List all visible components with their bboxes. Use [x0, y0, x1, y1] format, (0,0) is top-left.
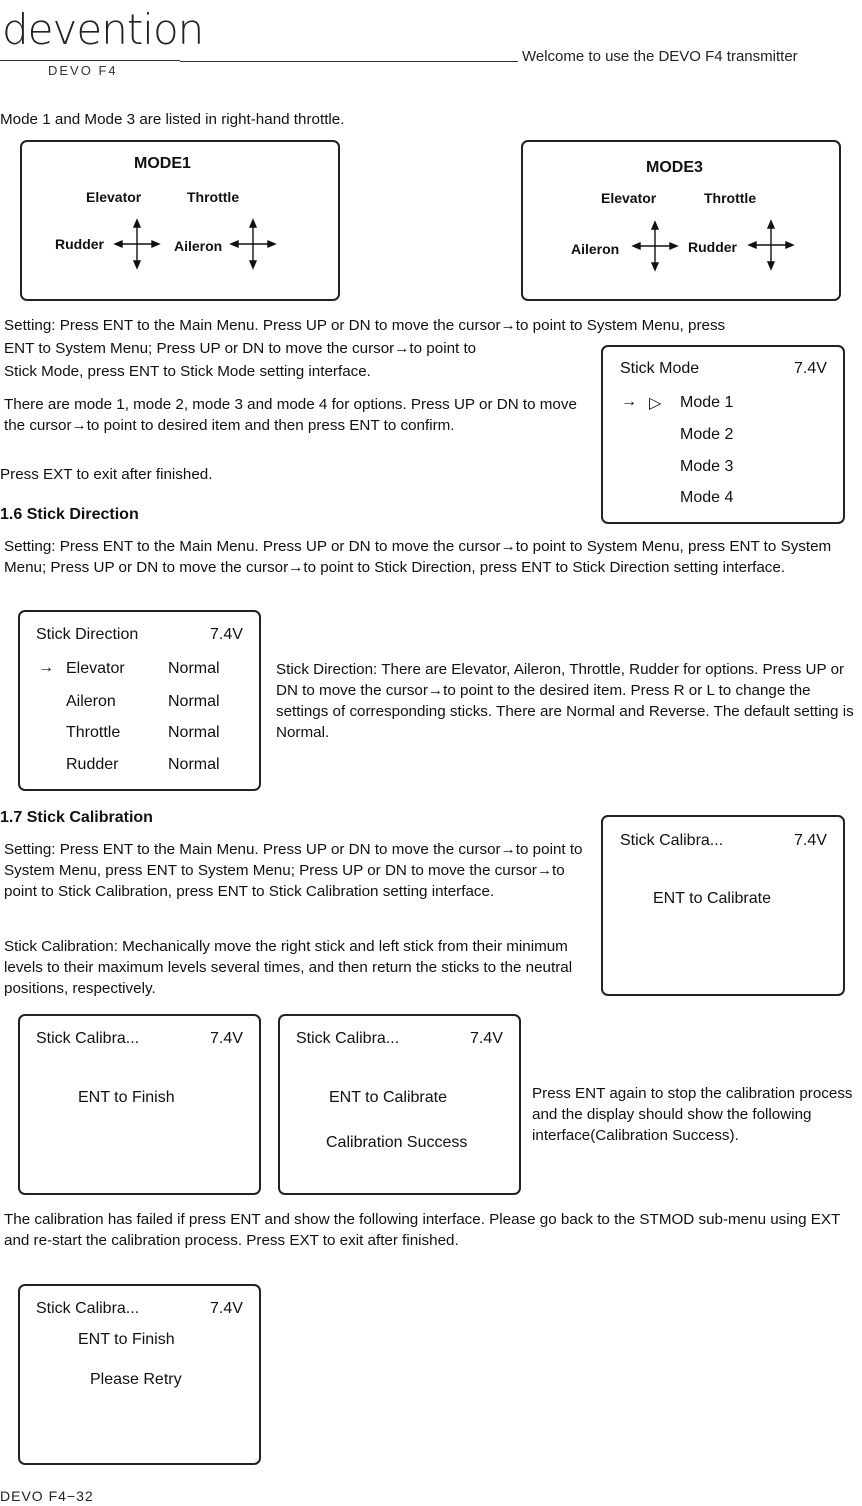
battery-voltage: 7.4V	[470, 1030, 503, 1047]
mode1-diagram	[20, 140, 340, 301]
calibration-success-note: Press ENT again to stop the calibration process and the display should show the following interface(Calibration Success).	[532, 1085, 853, 1144]
screen-title: Stick Calibra...	[620, 832, 724, 849]
battery-voltage: 7.4V	[794, 360, 827, 377]
screen-title: Stick Mode	[620, 360, 700, 377]
stick-calibration-setting-text: Setting: Press ENT to the Main Menu. Press UP or DN to move the cursor→to point to System Menu, press ENT to System Menu; Press UP or DN to move the cursor→to point to Stick Calibration, press ENT to Stick Calibration setting interface.	[4, 841, 583, 900]
mode1-title: MODE1	[134, 155, 191, 172]
calibration-success-screen	[278, 1014, 521, 1195]
cursor-arrow-icon: →	[621, 393, 637, 410]
battery-voltage: 7.4V	[210, 626, 243, 643]
mode1-aileron-label: Aileron	[174, 238, 223, 254]
mode3-aileron-label: Aileron	[571, 241, 620, 257]
direction-item-value: Normal	[168, 756, 220, 773]
left-stick-cross-icon	[115, 220, 159, 268]
calibrate-screen	[601, 815, 845, 996]
direction-item-name: Aileron	[66, 693, 116, 710]
mode1-rudder-label: Rudder	[55, 236, 104, 252]
mode3-rudder-label: Rudder	[688, 239, 737, 255]
stick-mode-screen	[601, 345, 845, 524]
direction-item-name: Rudder	[66, 756, 119, 773]
direction-item-name: Elevator	[66, 660, 125, 677]
section-heading-stick-calibration: 1.7 Stick Calibration	[0, 809, 153, 826]
screen-message: ENT to Finish	[78, 1331, 175, 1348]
left-stick-cross-icon	[633, 222, 677, 270]
mode1-elevator-label: Elevator	[86, 189, 142, 205]
mode-option: Mode 1	[680, 394, 734, 411]
page-footer: DEVO F4−32	[0, 1488, 94, 1504]
brand-logo: devention	[2, 5, 204, 54]
stick-mode-setting-line2: ENT to System Menu; Press UP or DN to move the cursor→to point to	[4, 340, 477, 357]
screen-title: Stick Calibra...	[36, 1300, 140, 1317]
mode3-throttle-label: Throttle	[704, 190, 757, 206]
battery-voltage: 7.4V	[210, 1030, 243, 1047]
calibration-failed-text: The calibration has failed if press ENT and show the following interface. Please go back to the STMOD sub-menu using EXT and re-start the calibration process. Press EXT to exit after finished.	[4, 1211, 841, 1249]
mode1-throttle-label: Throttle	[187, 189, 240, 205]
intro-text: Mode 1 and Mode 3 are listed in right-hand throttle.	[0, 111, 345, 128]
mode3-elevator-label: Elevator	[601, 190, 657, 206]
direction-item-value: Normal	[168, 693, 220, 710]
screen-message: ENT to Finish	[78, 1089, 175, 1106]
stick-direction-screen	[18, 610, 261, 791]
stick-mode-setting-line3: Stick Mode, press ENT to Stick Mode setting interface.	[4, 363, 371, 380]
mode-option: Mode 2	[680, 426, 734, 443]
brand-model: DEVO F4	[48, 63, 118, 78]
screen-title: Stick Calibra...	[296, 1030, 400, 1047]
stick-direction-note: Stick Direction: There are Elevator, Aileron, Throttle, Rudder for options. Press UP or DN to move the cursor→to point to the desired item. Press R or L to change the settings of corresponding sticks. There are Normal and Reverse. The default setting is Normal.	[276, 661, 854, 741]
battery-voltage: 7.4V	[794, 832, 827, 849]
header-rule-left	[0, 60, 180, 61]
mode3-diagram	[521, 140, 841, 301]
screen-title: Stick Calibra...	[36, 1030, 140, 1047]
stick-direction-setting-text: Setting: Press ENT to the Main Menu. Press UP or DN to move the cursor→to point to System Menu, press ENT to System Menu; Press UP or DN to move the cursor→to point to Stick Direction, press ENT to Stick Direction setting interface.	[4, 538, 832, 576]
header-rule	[180, 61, 518, 62]
section-heading-stick-direction: 1.6 Stick Direction	[0, 506, 139, 523]
screen-message: ENT to Calibrate	[329, 1089, 447, 1106]
stick-calibration-instructions: Stick Calibration: Mechanically move the right stick and left stick from their minimum levels to their maximum levels several times, and then return the sticks to the neutral positions, respectively.	[4, 938, 573, 997]
page-title: Welcome to use the DEVO F4 transmitter	[522, 48, 798, 65]
please-retry-screen	[18, 1284, 261, 1465]
retry-message: Please Retry	[90, 1371, 182, 1388]
battery-voltage: 7.4V	[210, 1300, 243, 1317]
stick-mode-setting-line1: Setting: Press ENT to the Main Menu. Press UP or DN to move the cursor→to point to System Menu, press	[4, 317, 726, 334]
success-message: Calibration Success	[326, 1134, 468, 1151]
cursor-arrow-icon: →	[38, 659, 54, 676]
direction-item-value: Normal	[168, 724, 220, 741]
right-stick-cross-icon	[749, 221, 793, 269]
direction-item-value: Normal	[168, 660, 220, 677]
mode-option: Mode 4	[680, 489, 734, 506]
mode-option: Mode 3	[680, 458, 734, 475]
finish-screen	[18, 1014, 261, 1195]
stick-mode-exit-text: Press EXT to exit after finished.	[0, 466, 213, 483]
screen-message: ENT to Calibrate	[653, 890, 771, 907]
screen-title: Stick Direction	[36, 626, 139, 643]
right-stick-cross-icon	[231, 220, 275, 268]
selector-triangle-icon: ▷	[649, 395, 662, 412]
direction-item-name: Throttle	[66, 724, 121, 741]
mode3-title: MODE3	[646, 159, 703, 176]
stick-mode-options-text: There are mode 1, mode 2, mode 3 and mode 4 for options. Press UP or DN to move the cursor→to point to desired item and then press ENT to confirm.	[4, 396, 577, 434]
